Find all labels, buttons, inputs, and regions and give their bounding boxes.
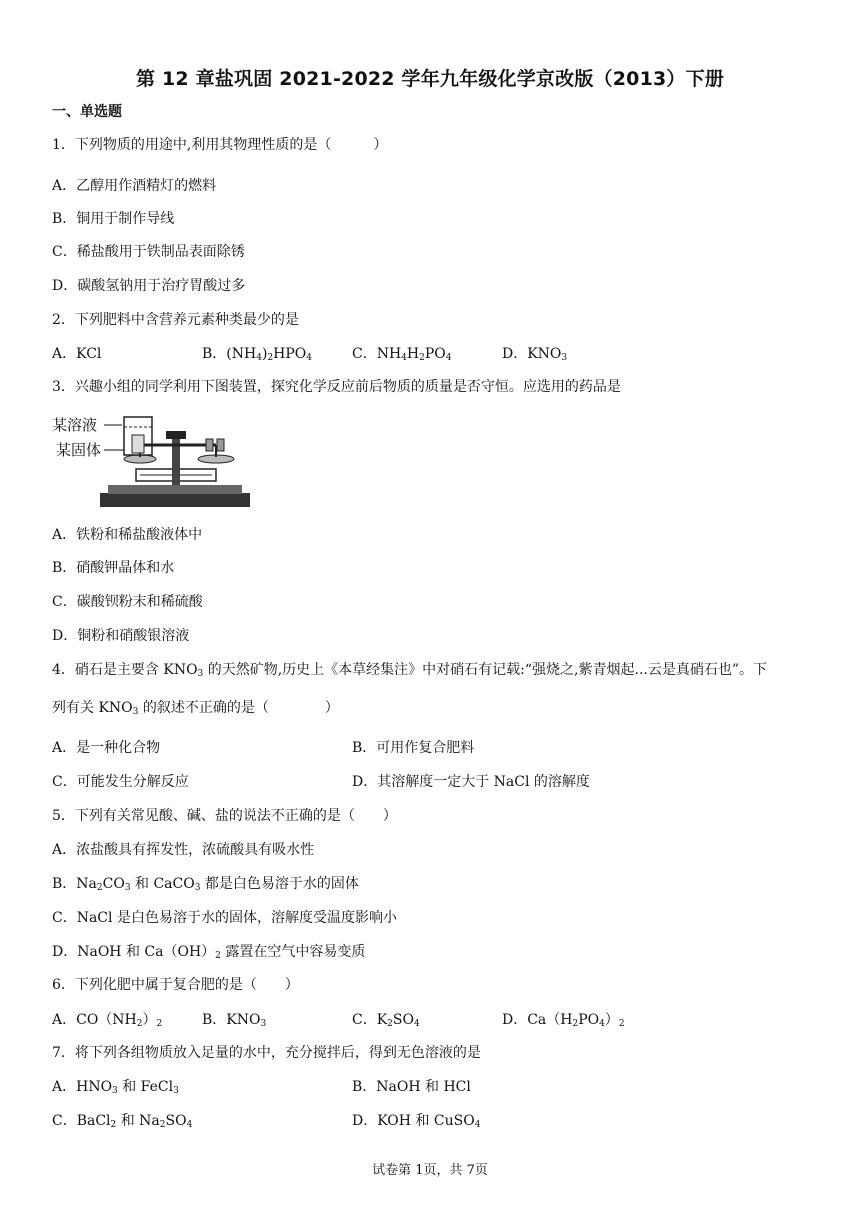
question-4-option-d: D．其溶解度一定大于 NaCl 的溶解度 — [352, 774, 590, 790]
question-2-stem: 2．下列肥料中含营养元素种类最少的是 — [52, 312, 299, 328]
balance-base — [100, 493, 250, 507]
question-5-option-d: D．NaOH 和 $Ca(OH)_2$ 露置在空气中容易变质 — [52, 944, 366, 961]
balance-figure — [52, 413, 252, 513]
question-7-stem: 7．将下列各组物质放入足量的水中，充分搅拌后，得到无色溶液的是 — [52, 1045, 481, 1061]
weight-1 — [206, 439, 213, 451]
question-3-stem: 3．兴趣小组的同学利用下图装置，探究化学反应前后物质的质量是否守恒。应选用的药品是 — [52, 379, 621, 395]
page-title: 第 12 章盐巩固 2021-2022 学年九年级化学京改版（2013）下册 — [135, 68, 725, 90]
question-7-option-b: B．NaOH 和 HCl — [352, 1079, 471, 1095]
question-2-option-c: C．$NH_4H_2PO_4$ — [352, 346, 452, 363]
page-footer: 试卷第 1页，共 7页 — [372, 1163, 488, 1178]
question-2-option-b: B．$(NH_4)_2HPO_4$ — [202, 346, 312, 363]
question-1-option-b: B．铜用于制作导线 — [52, 211, 175, 227]
question-6-option-c: C．$K_2SO_4$ — [352, 1012, 420, 1029]
question-2-option-d: D．$KNO_3$ — [502, 346, 568, 363]
figure-label-solid: 某固体 — [56, 441, 102, 459]
weight-2 — [217, 439, 224, 451]
question-4-option-a: A．是一种化合物 — [52, 740, 161, 756]
question-7-option-d: D．KOH 和 CuSO$_4$ — [352, 1113, 481, 1130]
question-1-stem: 1．下列物质的用途中,利用其物理性质的是（ ） — [52, 137, 388, 153]
question-5-stem: 5．下列有关常见酸、碱、盐的说法不正确的是（ ） — [52, 808, 397, 824]
question-4-option-b: B．可用作复合肥料 — [352, 740, 475, 756]
question-1-option-a: A．乙醇用作酒精灯的燃料 — [52, 178, 217, 194]
balance-pillar-cap — [166, 431, 186, 439]
question-4-stem-line-1: 4．硝石是主要含 $KNO_3$ 的天然矿物,历史上《本草经集注》中对硝石有记载:“强烧之,紫青烟起...云是真硝石也”。下 — [52, 662, 768, 679]
balance-base-top — [108, 485, 242, 494]
question-5-option-b: B．$Na_2CO_3$ 和 CaCO$_3$ 都是白色易溶于水的固体 — [52, 876, 359, 893]
section-heading: 一、单选题 — [52, 104, 122, 120]
inner-test-tube — [132, 435, 144, 453]
question-3-option-c: C．碳酸钡粉末和稀硫酸 — [52, 594, 203, 610]
question-3-option-b: B．硝酸钾晶体和水 — [52, 560, 175, 576]
question-5-option-c: C．NaCl 是白色易溶于水的固体，溶解度受温度影响小 — [52, 910, 397, 926]
question-6-option-b: B．$KNO_3$ — [202, 1012, 267, 1029]
question-6-option-d: D．$Ca(H_2PO_4)_2$ — [502, 1012, 625, 1029]
question-1-option-c: C．稀盐酸用于铁制品表面除锈 — [52, 244, 245, 260]
question-6-option-a: A．$CO(NH_2)_2$ — [52, 1012, 163, 1029]
question-3-option-a: A．铁粉和稀盐酸液体中 — [52, 527, 203, 543]
balance-pillar — [172, 435, 180, 485]
question-2-option-a: A．KCl — [52, 346, 102, 362]
question-6-stem: 6．下列化肥中属于复合肥的是（ ） — [52, 977, 299, 993]
question-3-option-d: D．铜粉和硝酸银溶液 — [52, 628, 190, 644]
question-7-option-c: C．BaCl$_2$ 和 $Na_2SO_4$ — [52, 1113, 193, 1130]
figure-label-solution: 某溶液 — [52, 416, 98, 434]
question-5-option-a: A．浓盐酸具有挥发性，浓硫酸具有吸水性 — [52, 842, 315, 858]
question-1-option-d: D．碳酸氢钠用于治疗胃酸过多 — [52, 278, 246, 294]
question-4-stem-line-2: 列有关 $KNO_3$ 的叙述不正确的是（ ） — [52, 700, 339, 717]
question-4-option-c: C．可能发生分解反应 — [52, 774, 189, 790]
question-7-option-a: A．$HNO_3$ 和 FeCl$_3$ — [52, 1079, 179, 1096]
